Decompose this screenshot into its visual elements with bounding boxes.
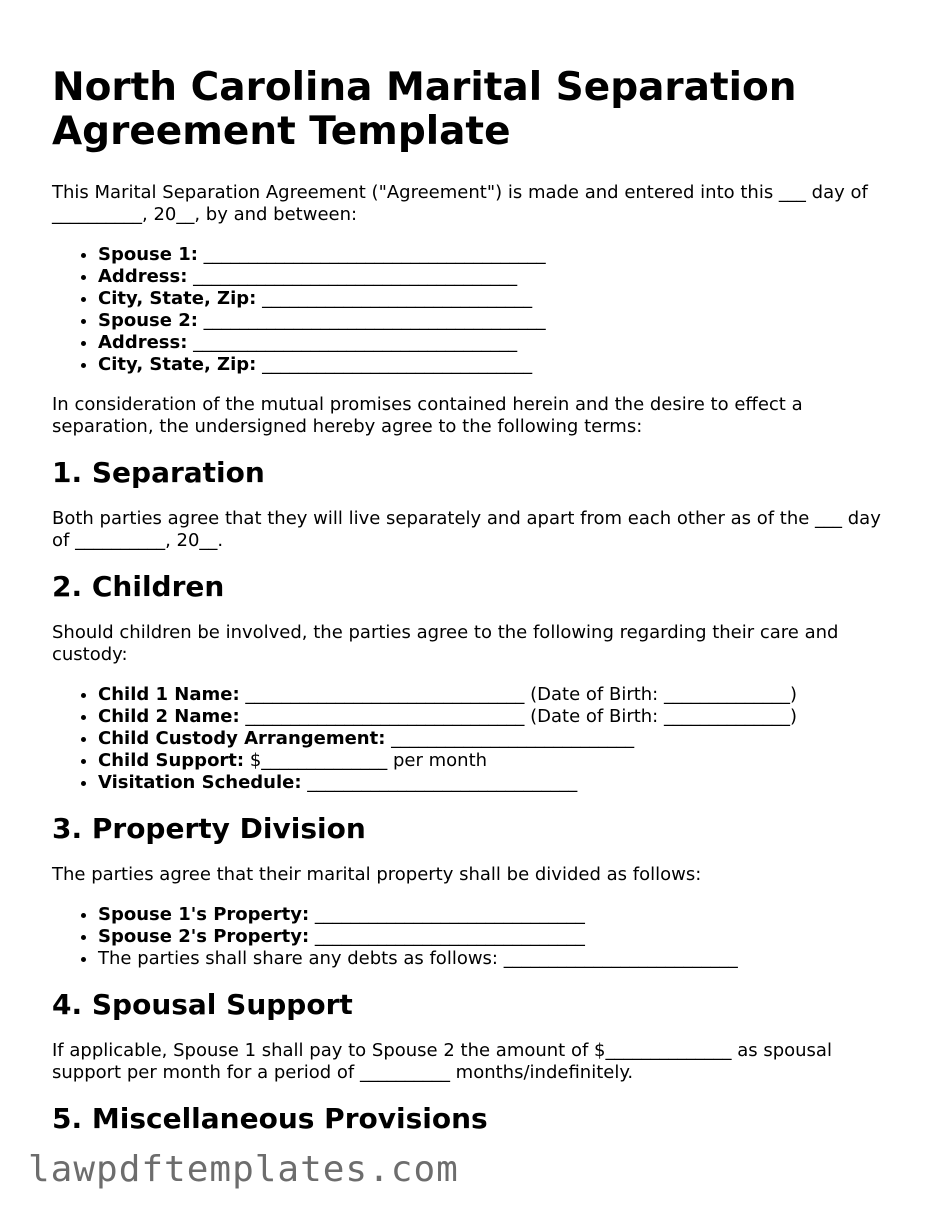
list-item: [98, 332, 897, 354]
list-item: [98, 244, 897, 266]
children-list: [52, 684, 897, 794]
field-label: City, State, Zip:: [98, 354, 257, 375]
list-item: [98, 904, 897, 926]
blank-field: ____________________________________: [187, 266, 518, 287]
list-item: [98, 266, 897, 288]
field-label: Spouse 2:: [98, 310, 198, 331]
list-item: [98, 948, 897, 970]
list-item: [98, 354, 897, 376]
blank-field: ______________________________: [256, 354, 533, 375]
blank-field: ______________________________________: [197, 244, 546, 265]
field-label: Visitation Schedule:: [98, 772, 302, 793]
list-item: [98, 706, 897, 728]
field-label: Child Custody Arrangement:: [98, 728, 386, 749]
field-label: Spouse 2's Property:: [98, 926, 310, 947]
debts-text: The parties shall share any debts as follows: __________________________: [98, 948, 738, 969]
property-paragraph: The parties agree that their marital property shall be divided as follows:: [52, 864, 702, 885]
blank-field: ______________________________: [301, 772, 578, 793]
document-page: [52, 66, 897, 1154]
list-item: [98, 772, 897, 794]
property-list: [52, 904, 897, 970]
separation-paragraph: Both parties agree that they will live separately and apart from each other as of the ___ day of __________, 20__.: [52, 508, 881, 551]
list-item: [98, 728, 897, 750]
children-paragraph: Should children be involved, the parties agree to the following regarding their care and custody:: [52, 622, 839, 665]
parties-list: [52, 244, 897, 376]
section-heading-misc: 5. Miscellaneous Provisions: [52, 1102, 488, 1135]
blank-field: ___________________________: [385, 728, 635, 749]
list-item: [98, 926, 897, 948]
blank-field: $______________ per month: [244, 750, 488, 771]
section-heading-children: 2. Children: [52, 570, 225, 603]
field-label: Spouse 1:: [98, 244, 198, 265]
list-item: [98, 684, 897, 706]
field-label: Child Support:: [98, 750, 245, 771]
section-heading-separation: 1. Separation: [52, 456, 265, 489]
blank-field: ______________________________: [309, 904, 585, 925]
blank-field: _______________________________ (Date of Birth: ______________): [239, 684, 797, 705]
field-label: City, State, Zip:: [98, 288, 257, 309]
section-heading-property: 3. Property Division: [52, 812, 366, 845]
watermark: lawpdftemplates.com: [28, 1149, 459, 1190]
field-label: Child 2 Name:: [98, 706, 240, 727]
field-label: Address:: [98, 332, 188, 353]
field-label: Spouse 1's Property:: [98, 904, 310, 925]
blank-field: ______________________________________: [197, 310, 546, 331]
list-item: [98, 288, 897, 310]
blank-field: _______________________________ (Date of Birth: ______________): [239, 706, 797, 727]
list-item: [98, 750, 897, 772]
document-title: North Carolina Marital Separation Agreement Template: [52, 65, 797, 154]
consideration-paragraph: In consideration of the mutual promises contained herein and the desire to effect a separation, the undersigned hereby agree to the following terms:: [52, 394, 803, 437]
field-label: Address:: [98, 266, 188, 287]
section-heading-spousal-support: 4. Spousal Support: [52, 988, 353, 1021]
blank-field: ______________________________: [309, 926, 585, 947]
intro-paragraph: This Marital Separation Agreement ("Agreement") is made and entered into this ___ day of __________, 20__, by and between:: [52, 182, 868, 225]
field-label: Child 1 Name:: [98, 684, 240, 705]
list-item: [98, 310, 897, 332]
blank-field: ____________________________________: [187, 332, 518, 353]
spousal-support-paragraph: If applicable, Spouse 1 shall pay to Spouse 2 the amount of $______________ as spousal support per month for a period of __________ months/indefinitely.: [52, 1040, 832, 1083]
blank-field: ______________________________: [256, 288, 533, 309]
